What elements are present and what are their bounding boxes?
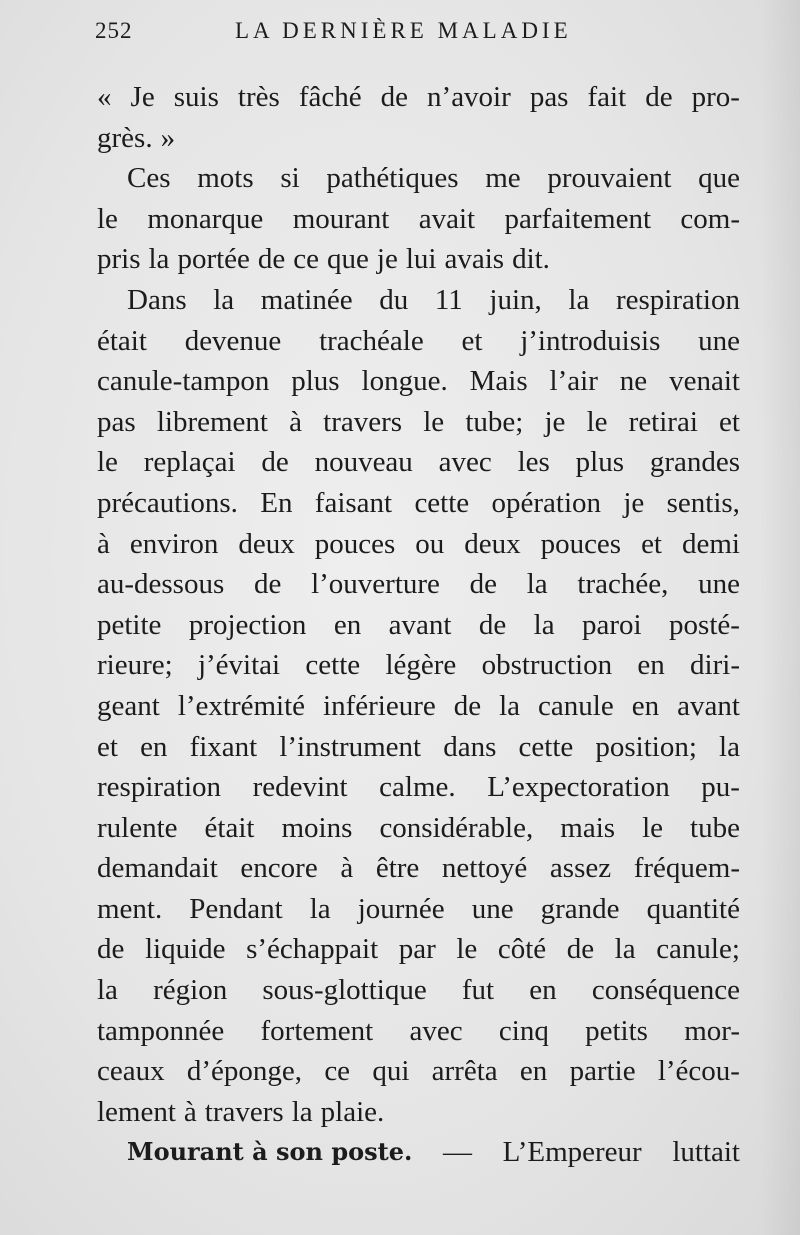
word: avais — [444, 243, 505, 276]
text-line — [97, 158, 740, 199]
word: de — [261, 446, 289, 479]
word: travers — [204, 1095, 284, 1128]
word: environ — [129, 527, 219, 560]
word: Pendant — [189, 892, 283, 925]
word: pris — [97, 243, 141, 276]
word: de — [257, 243, 286, 276]
word: inférieure — [323, 689, 436, 722]
word: d’éponge, — [186, 1055, 303, 1088]
text-line — [97, 524, 740, 565]
word: la — [291, 1095, 313, 1128]
word: L’expectoration — [487, 771, 670, 804]
word: arrêta — [431, 1055, 498, 1088]
word: fréquem- — [633, 852, 740, 885]
word: l’extrémité — [177, 689, 306, 722]
word: geant — [97, 689, 160, 722]
text-line — [97, 1051, 740, 1092]
word: fortement — [260, 1014, 374, 1047]
body-text — [97, 77, 740, 1173]
word: position; — [595, 730, 697, 763]
word: s’échappait — [246, 933, 379, 966]
word: que — [327, 243, 369, 276]
word: pouces — [314, 527, 396, 560]
word: mots — [197, 162, 254, 195]
word: qui — [372, 1055, 410, 1088]
word: partie — [569, 1055, 636, 1088]
word: canule-tampon — [97, 365, 270, 398]
word: mourant — [292, 202, 390, 235]
word: posté- — [669, 608, 740, 641]
word: et — [719, 405, 740, 438]
word: ment. — [97, 892, 163, 925]
word: en — [631, 689, 660, 722]
word: la — [148, 243, 170, 276]
word: journée — [357, 892, 445, 925]
word: redevint — [252, 771, 348, 804]
word: sentis, — [666, 486, 740, 519]
word: la — [499, 689, 521, 722]
word: mais — [560, 811, 616, 844]
word: retirai — [628, 405, 698, 438]
word: la — [97, 974, 118, 1007]
word: au-dessous — [97, 568, 225, 601]
word: le — [456, 933, 478, 966]
word: la — [719, 730, 740, 763]
word: fait — [587, 81, 627, 113]
word: paroi — [582, 608, 642, 641]
word: ne — [619, 365, 648, 398]
word: la — [526, 568, 548, 601]
word: avec — [438, 446, 492, 479]
word: mor- — [684, 1014, 740, 1047]
text-line — [97, 361, 740, 402]
word: je — [544, 405, 566, 438]
word: trachéale — [319, 324, 424, 357]
word: dans — [443, 730, 497, 763]
word: com- — [680, 202, 740, 235]
word: L’Empereur — [502, 1136, 642, 1169]
text-line — [97, 321, 740, 362]
word: pouces — [540, 527, 622, 560]
word: la — [533, 608, 555, 641]
word: de — [97, 933, 125, 966]
word: lui — [405, 243, 437, 276]
em-dash: — — [443, 1136, 472, 1169]
word: sous-glottique — [262, 974, 427, 1007]
word: librement — [156, 405, 268, 438]
word: avant — [677, 689, 740, 722]
word: calme. — [379, 771, 456, 804]
word: matinée — [260, 283, 353, 316]
word: demi — [681, 527, 740, 560]
word: à — [340, 852, 354, 885]
word: juin, — [489, 283, 542, 316]
word: l’ouverture — [311, 568, 440, 601]
word: ce — [324, 1055, 351, 1088]
word: parfaitement — [504, 202, 652, 235]
word: plaie. — [320, 1095, 385, 1128]
word: fut — [461, 974, 495, 1007]
word: je — [376, 243, 398, 276]
word: pu- — [701, 771, 740, 804]
word: la — [213, 283, 235, 316]
word: fâché — [298, 81, 362, 113]
word: et — [641, 527, 662, 560]
word: encore — [240, 852, 318, 885]
word: Je — [130, 81, 155, 113]
word: tube; — [465, 405, 524, 438]
text-line — [97, 402, 740, 443]
word: pro- — [691, 81, 740, 113]
word: monarque — [147, 202, 264, 235]
word: la — [614, 933, 636, 966]
word: cette — [518, 730, 574, 763]
word: trachée, — [577, 568, 669, 601]
word: côté — [497, 933, 547, 966]
word: fixant — [189, 730, 258, 763]
word: avec — [409, 1014, 463, 1047]
word: du — [379, 283, 409, 316]
word: j’introduisis — [520, 324, 661, 357]
word: la — [568, 283, 590, 316]
word: pas — [529, 81, 569, 113]
word: canule; — [656, 933, 740, 966]
text-line — [97, 929, 740, 970]
word: l’instrument — [279, 730, 422, 763]
running-head — [95, 18, 745, 48]
word: en — [637, 649, 665, 682]
word: devenue — [184, 324, 282, 357]
word: en — [519, 1055, 548, 1088]
word: tamponnée — [97, 1014, 225, 1047]
word: en — [333, 608, 362, 641]
text-line — [97, 1092, 740, 1133]
word: le — [423, 405, 445, 438]
word: canule — [538, 689, 614, 722]
text-line — [97, 564, 740, 605]
word: deux — [238, 527, 295, 560]
text-line — [97, 483, 740, 524]
text-line — [97, 118, 740, 159]
word: diri- — [690, 649, 740, 682]
word: de — [566, 933, 595, 966]
word: à — [289, 405, 302, 438]
page-number: 252 — [95, 18, 133, 43]
page-edge-shadow — [760, 0, 800, 1235]
word: grande — [540, 892, 620, 925]
word: moins — [281, 811, 353, 844]
word: n’avoir — [427, 81, 511, 113]
text-line — [97, 970, 740, 1011]
word: assez — [549, 852, 612, 885]
text-line — [97, 77, 740, 118]
word: petite — [97, 608, 162, 641]
word: l’air — [549, 365, 598, 398]
word: Mais — [469, 365, 528, 398]
word: plus — [291, 365, 340, 398]
text-line — [97, 848, 740, 889]
word: une — [698, 324, 740, 357]
word: en — [140, 730, 168, 763]
closing-line — [97, 1132, 740, 1173]
word: cette — [414, 486, 470, 519]
word: ceaux — [97, 1055, 165, 1088]
word: très — [237, 81, 280, 113]
word: à — [97, 527, 110, 560]
word: ce — [293, 243, 320, 276]
word: être — [375, 852, 420, 885]
word: précautions. — [97, 486, 238, 519]
word: » — [160, 121, 176, 154]
word: rulente — [97, 811, 178, 844]
word: de — [380, 81, 408, 113]
word: de — [253, 568, 282, 601]
word: cinq — [498, 1014, 549, 1047]
word: me — [485, 162, 521, 195]
word: tube — [690, 811, 740, 844]
word: 11 — [434, 283, 463, 316]
word: que — [698, 162, 740, 195]
text-line — [97, 605, 740, 646]
word: conséquence — [591, 974, 740, 1007]
word: obstruction — [481, 649, 613, 682]
word: la — [309, 892, 331, 925]
word: si — [280, 162, 300, 195]
text-line — [97, 199, 740, 240]
word: portée — [177, 243, 250, 276]
word: En — [260, 486, 293, 519]
word: légère — [385, 649, 457, 682]
word: et — [461, 324, 483, 357]
word: à — [183, 1095, 197, 1128]
word: le — [97, 446, 118, 479]
word: de — [478, 608, 507, 641]
word: replaçai — [143, 446, 236, 479]
word: en — [529, 974, 557, 1007]
word: pas — [97, 405, 136, 438]
word: longue. — [361, 365, 448, 398]
word: était — [97, 324, 147, 357]
word: le — [642, 811, 664, 844]
word: nettoyé — [441, 852, 528, 885]
word: cette — [305, 649, 361, 682]
text-line — [97, 686, 740, 727]
word: respiration — [97, 771, 222, 804]
text-line — [97, 239, 740, 280]
word: suis — [173, 81, 219, 113]
word: et — [97, 730, 118, 763]
word: une — [698, 568, 740, 601]
word: le — [97, 202, 118, 235]
section-run-in-heading: Mourant à son poste. — [127, 1137, 413, 1167]
word: Ces — [127, 162, 171, 195]
word: le — [586, 405, 608, 438]
word: par — [398, 933, 436, 966]
word: pathétiques — [326, 162, 459, 195]
text-line — [97, 1011, 740, 1052]
text-line — [97, 808, 740, 849]
text-line — [97, 280, 740, 321]
word: dit. — [512, 243, 550, 276]
word: prouvaient — [547, 162, 672, 195]
text-line — [97, 767, 740, 808]
word: de — [645, 81, 673, 113]
text-line — [97, 442, 740, 483]
word: quantité — [646, 892, 740, 925]
word: opération — [491, 486, 602, 519]
word: demandait — [97, 852, 218, 885]
word: l’écou- — [657, 1055, 740, 1088]
word: respiration — [615, 283, 740, 316]
word: grandes — [649, 446, 740, 479]
word: de — [453, 689, 482, 722]
text-line — [97, 727, 740, 768]
word: faisant — [314, 486, 393, 519]
word: plus — [575, 446, 624, 479]
word: lement — [97, 1095, 176, 1128]
word: nouveau — [314, 446, 413, 479]
word: deux — [464, 527, 521, 560]
word: grès. — [97, 121, 153, 154]
word: était — [204, 811, 255, 844]
word: avant — [388, 608, 452, 641]
word: de — [469, 568, 498, 601]
word: je — [623, 486, 645, 519]
word: luttait — [672, 1136, 740, 1169]
word: venait — [669, 365, 740, 398]
word: j’évitai — [197, 649, 281, 682]
word: avait — [418, 202, 476, 235]
text-line — [97, 645, 740, 686]
word: ou — [415, 527, 445, 560]
text-line — [97, 889, 740, 930]
word: Dans — [127, 283, 187, 316]
word: région — [153, 974, 228, 1007]
word: les — [517, 446, 550, 479]
word: « — [97, 81, 112, 113]
word: projection — [188, 608, 307, 641]
word: rieure; — [97, 649, 173, 682]
word: une — [471, 892, 514, 925]
word: considérable, — [379, 811, 534, 844]
running-title: LA DERNIÈRE MALADIE — [235, 18, 572, 43]
word: petits — [585, 1014, 648, 1047]
word: travers — [323, 405, 403, 438]
word: liquide — [144, 933, 226, 966]
